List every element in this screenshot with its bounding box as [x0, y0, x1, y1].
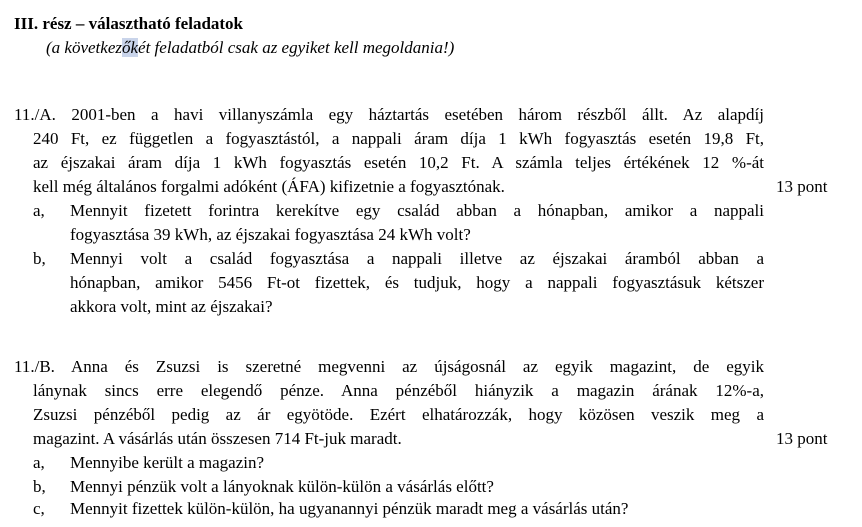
problem-b-line-1: 11./B. Anna és Zsuzsi is szeretné megvenni az újságosnál az egyik magazint, de egyik [14, 357, 764, 376]
subtitle-part-1: (a következ [46, 38, 122, 57]
question-a-a-line-1: Mennyit fizetett forintra kerekítve egy család abban a hónapban, amikor a nappali [70, 201, 764, 220]
text-selection-highlight[interactable]: ők [121, 38, 139, 57]
question-b-c-label: c, [33, 499, 45, 518]
problem-a-line-1: 11./A. 2001-ben a havi villanyszámla egy háztartás esetében három részből állt. Az alapdíj [14, 105, 764, 124]
problem-a-points: 13 pont [776, 177, 828, 196]
problem-b-line-4: magazint. A vásárlás után összesen 714 Ft-juk maradt. [33, 429, 402, 448]
question-b-a-label: a, [33, 453, 45, 472]
question-a-a-line-2: fogyasztása 39 kWh, az éjszakai fogyasztása 24 kWh volt? [70, 225, 471, 244]
problem-b-points: 13 pont [776, 429, 828, 448]
section-subtitle [46, 38, 454, 58]
problem-b-line-3: Zsuzsi pénzéből pedig az ár egyötöde. Ezért elhatározzák, hogy közösen veszik meg a [33, 405, 764, 424]
problem-b-line-2: lánynak sincs erre elegendő pénze. Anna pénzéből hiányzik a magazin árának 12%-a, [33, 381, 764, 400]
subtitle-part-2: ét feladatból csak az egyiket kell megoldania!) [138, 38, 455, 57]
question-b-b-text: Mennyi pénzük volt a lányoknak külön-külön a vásárlás előtt? [70, 477, 494, 496]
question-b-c-text: Mennyit fizettek külön-külön, ha ugyanannyi pénzük maradt meg a vásárlás után? [70, 499, 629, 518]
problem-a-line-3: az éjszakai áram díja 1 kWh fogyasztás esetén 10,2 Ft. A számla teljes értékének 12 %-át [33, 153, 764, 172]
problem-a-line-2: 240 Ft, ez független a fogyasztástól, a nappali áram díja 1 kWh fogyasztás esetén 19,8 Ft, [33, 129, 764, 148]
question-a-b-line-3: akkora volt, mint az éjszakai? [70, 297, 273, 316]
problem-a-line-4: kell még általános forgalmi adóként (ÁFA) kifizetnie a fogyasztónak. [33, 177, 505, 196]
section-title: III. rész – választható feladatok [14, 14, 244, 33]
question-a-a-label: a, [33, 201, 45, 220]
question-a-b-line-1: Mennyi volt a család fogyasztása a nappali illetve az éjszakai áramból abban a [70, 249, 764, 268]
question-b-a-text: Mennyibe került a magazin? [70, 453, 265, 472]
question-a-b-label: b, [33, 249, 46, 268]
question-a-b-line-2: hónapban, amikor 5456 Ft-ot fizettek, és tudjuk, hogy a nappali fogyasztásuk kétszer [70, 273, 764, 292]
question-b-b-label: b, [33, 477, 46, 496]
